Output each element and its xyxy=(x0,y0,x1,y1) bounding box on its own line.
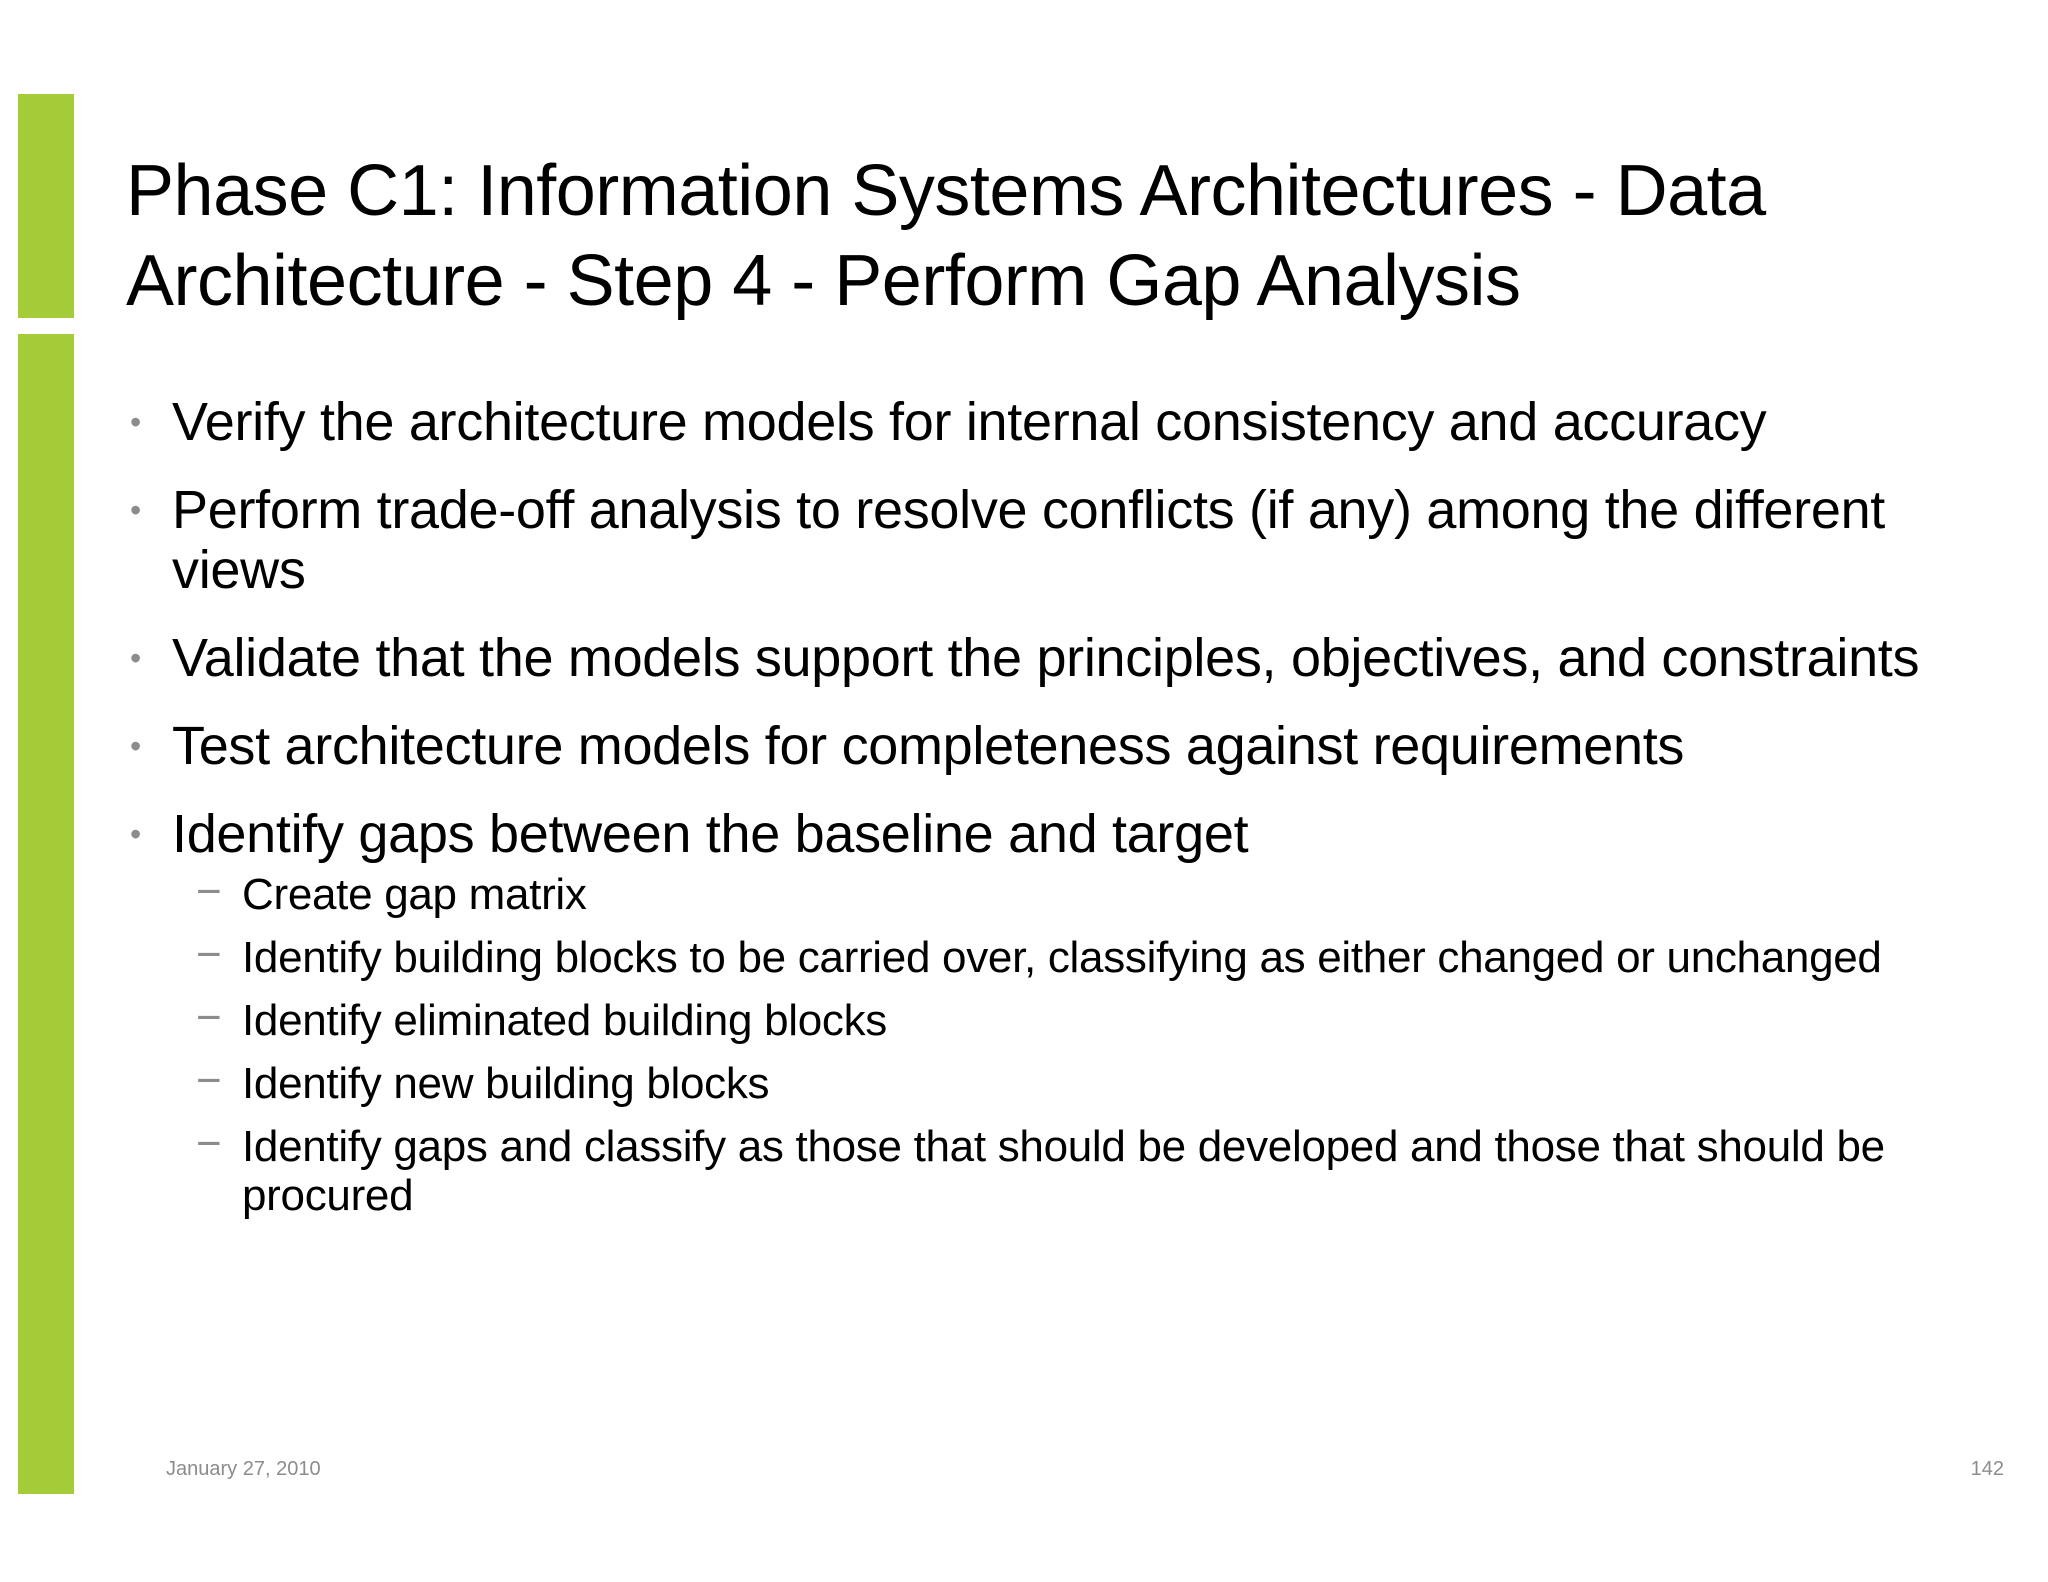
sub-bullet-text: Identify gaps and classify as those that should be developed and those that should be procured xyxy=(242,1122,1885,1220)
bullet-marker-icon: • xyxy=(130,816,141,852)
accent-bar-top xyxy=(18,94,74,318)
bullet-marker-icon: • xyxy=(130,728,141,764)
bullet-text: Validate that the models support the principles, objectives, and constraints xyxy=(172,628,1920,688)
bullet-text: Verify the architecture models for internal consistency and accuracy xyxy=(172,392,1767,452)
accent-bar-bottom xyxy=(18,334,74,1494)
bullet-text: Perform trade-off analysis to resolve conflicts (if any) among the different views xyxy=(172,480,1886,600)
bullet-marker-icon: • xyxy=(130,404,141,440)
slide-title-line-2: Architecture - Step 4 - Perform Gap Analysis xyxy=(126,241,1521,321)
bullet-text: Identify gaps between the baseline and target xyxy=(172,804,1249,864)
sub-bullet-list xyxy=(172,867,1926,1220)
bullet-list xyxy=(126,392,1926,1248)
sub-bullet-text: Identify building blocks to be carried over, classifying as either changed or unchanged xyxy=(242,933,1882,982)
dash-marker-icon: − xyxy=(196,993,222,1042)
sub-bullet-text: Identify eliminated building blocks xyxy=(242,996,887,1045)
bullet-marker-icon: • xyxy=(130,640,141,676)
page-number: 142 xyxy=(1970,1458,2004,1480)
sub-bullet-item xyxy=(172,930,1926,982)
slide-title-line-1: Phase C1: Information Systems Architectures - Data xyxy=(126,151,1766,231)
sub-bullet-text: Identify new building blocks xyxy=(242,1059,770,1108)
bullet-marker-icon: • xyxy=(130,492,141,528)
bullet-item xyxy=(126,716,1926,776)
sub-bullet-item xyxy=(172,867,1926,919)
dash-marker-icon: − xyxy=(196,1056,222,1105)
sub-bullet-item xyxy=(172,993,1926,1045)
bullet-item xyxy=(126,392,1926,452)
bullet-item xyxy=(126,804,1926,1220)
sub-bullet-text: Create gap matrix xyxy=(242,870,587,919)
bullet-text: Test architecture models for completeness against requirements xyxy=(172,716,1685,776)
sub-bullet-item xyxy=(172,1056,1926,1108)
dash-marker-icon: − xyxy=(196,867,222,916)
slide-title xyxy=(126,146,1946,326)
footer-date: January 27, 2010 xyxy=(166,1458,321,1480)
dash-marker-icon: − xyxy=(196,930,222,979)
sub-bullet-item xyxy=(172,1119,1926,1220)
dash-marker-icon: − xyxy=(196,1119,222,1168)
bullet-item xyxy=(126,480,1926,600)
bullet-item xyxy=(126,628,1926,688)
